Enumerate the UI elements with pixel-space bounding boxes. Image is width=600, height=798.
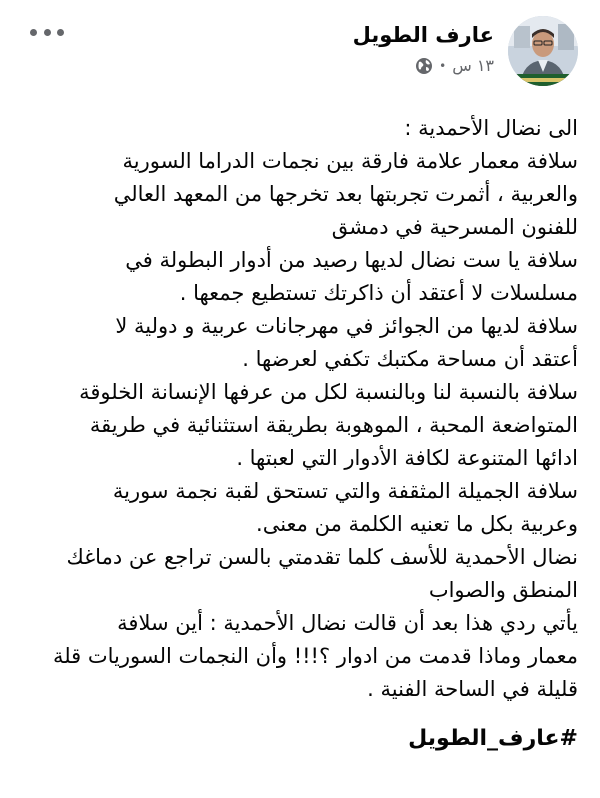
post-line: ادائها المتنوعة لكافة الأدوار التي لعبتها . — [236, 446, 578, 470]
avatar-photo — [508, 16, 578, 86]
post-line: وعربية بكل ما تعنيه الكلمة من معنى. — [256, 512, 578, 536]
post-time[interactable]: ١٣ س — [452, 56, 494, 75]
avatar[interactable] — [508, 16, 578, 86]
post-line: سلافة معمار علامة فارقة بين نجمات الدراما السورية — [122, 149, 578, 173]
post-line: للفنون المسرحية في دمشق — [331, 215, 578, 239]
post-line: أعتقد أن مساحة مكتبك تكفي لعرضها . — [242, 347, 578, 371]
hashtag-link[interactable]: #عارف_الطويل — [408, 726, 578, 751]
post-line: نضال الأحمدية للأسف كلما تقدمتي بالسن تراجع عن دماغك — [66, 545, 578, 569]
more-dot — [44, 29, 51, 36]
post-header — [353, 16, 578, 86]
post-line: الى نضال الأحمدية : — [404, 116, 578, 140]
post-line: سلافة لديها من الجوائز في مهرجانات عربية و دولية لا — [115, 314, 578, 338]
post-line: سلافة الجميلة المثقفة والتي تستحق لقبة نجمة سورية — [112, 479, 578, 503]
post-line: والعربية ، أثمرت تجربتها بعد تخرجها من المعهد العالي — [113, 182, 578, 206]
more-dot — [30, 29, 37, 36]
post-line: معمار وماذا قدمت من ادوار ؟!!! وأن النجمات السوريات قلة — [52, 644, 578, 668]
post-line: سلافة يا ست نضال لديها رصيد من أدوار البطولة في — [125, 248, 578, 272]
post-meta — [353, 16, 494, 76]
post-line: يأتي ردي هذا بعد أن قالت نضال الأحمدية : أين سلافة — [117, 611, 578, 635]
more-dot — [57, 29, 64, 36]
post-subline — [353, 56, 494, 76]
post-line: المنطق والصواب — [428, 578, 578, 602]
post-line: قليلة في الساحة الفنية . — [367, 677, 578, 701]
author-name[interactable]: عارف الطويل — [352, 23, 494, 47]
post-line: المتواضعة المحبة ، الموهوبة بطريقة استثنائية في طريقة — [89, 413, 578, 437]
globe-icon[interactable] — [415, 57, 433, 75]
post-body — [22, 112, 578, 706]
post-line: مسلسلات لا أعتقد أن ذاكرتك تستطيع جمعها . — [179, 281, 578, 305]
separator-dot: • — [439, 59, 447, 73]
post-line: سلافة بالنسبة لنا وبالنسبة لكل من عرفها الإنسانة الخلوقة — [79, 380, 578, 404]
more-options-button[interactable] — [30, 24, 64, 40]
